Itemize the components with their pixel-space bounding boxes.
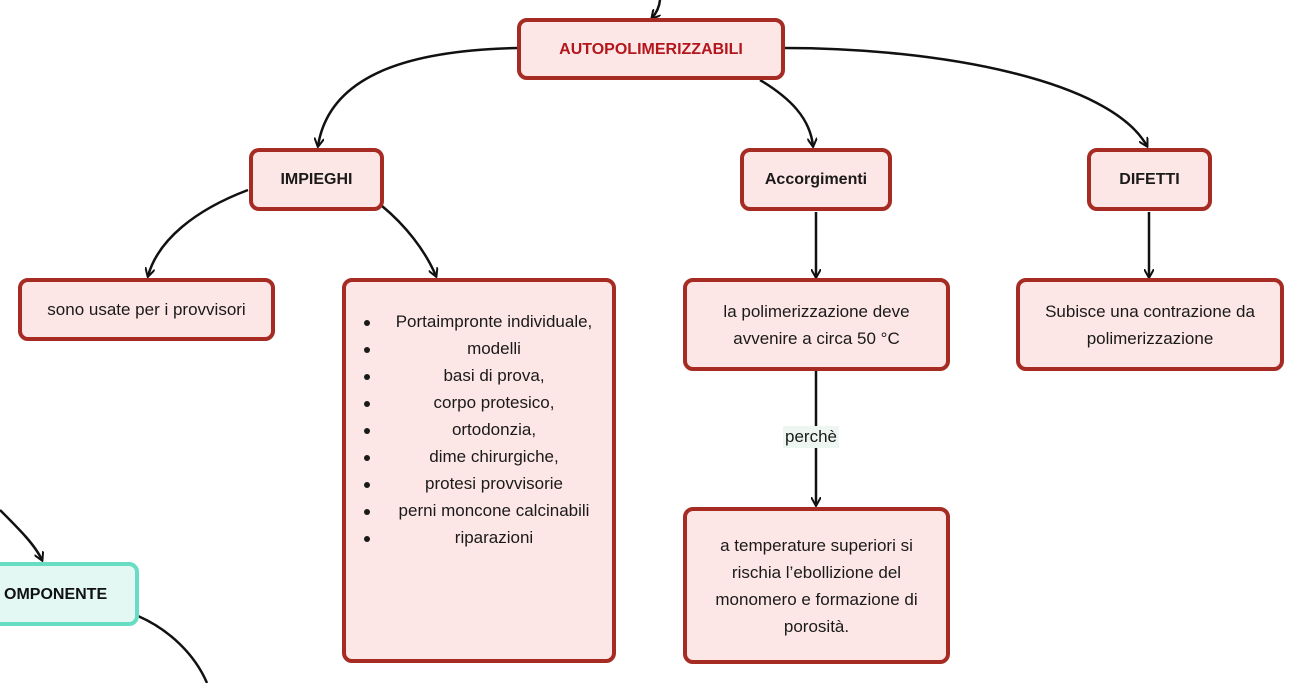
root-label: AUTOPOLIMERIZZABILI: [559, 40, 743, 58]
uses-list-item: protesi provvisorie: [364, 470, 602, 497]
uses-list-item: corpo protesico,: [364, 389, 602, 416]
provvisori-node[interactable]: [18, 278, 275, 341]
uses-node[interactable]: [342, 278, 616, 663]
uses-list-item: riparazioni: [364, 524, 602, 551]
impieghi-node[interactable]: [249, 148, 384, 211]
provvisori-text: sono usate per i provvisori: [47, 300, 246, 319]
uses-list-item: perni moncone calcinabili: [364, 497, 602, 524]
edge-out-of-component: [138, 616, 207, 683]
accorgimenti-label: Accorgimenti: [764, 171, 868, 188]
uses-list-item: modelli: [364, 335, 602, 362]
uses-list-item: basi di prova,: [364, 362, 602, 389]
temperature-text: la polimerizzazione deve avvenire a circa 50 °C: [723, 301, 910, 348]
reason-text: a temperature superiori si rischia l’ebollizione del monomero e formazione di porosità.: [715, 535, 918, 636]
root-node[interactable]: [517, 18, 785, 80]
component-label: OMPONENTE: [4, 585, 108, 603]
edge-root-to-accorgimenti: [760, 80, 813, 146]
uses-list: [364, 308, 602, 551]
uses-list-item: Portaimpronte individuale,: [364, 308, 602, 335]
reason-node[interactable]: [683, 507, 950, 664]
temperature-node[interactable]: [683, 278, 950, 371]
edge-impieghi-to-uses: [382, 206, 436, 276]
edge-root-to-difetti: [784, 48, 1147, 146]
edge-into-component: [0, 510, 42, 560]
perche-link-label: perchè: [785, 427, 837, 446]
contrazione-node[interactable]: [1016, 278, 1284, 371]
uses-list-item: dime chirurgiche,: [364, 443, 602, 470]
component-node[interactable]: [0, 562, 139, 626]
impieghi-label: IMPIEGHI: [280, 171, 353, 188]
contrazione-text: Subisce una contrazione da polimerizzazione: [1045, 301, 1255, 348]
edge-root-to-impieghi: [318, 48, 518, 146]
difetti-node[interactable]: [1087, 148, 1212, 211]
edge-impieghi-to-provvisori: [148, 190, 248, 276]
accorgimenti-node[interactable]: [740, 148, 892, 211]
edge-parent-to-root: [652, 0, 660, 18]
difetti-label: DIFETTI: [1119, 171, 1180, 188]
uses-list-item: ortodonzia,: [364, 416, 602, 443]
